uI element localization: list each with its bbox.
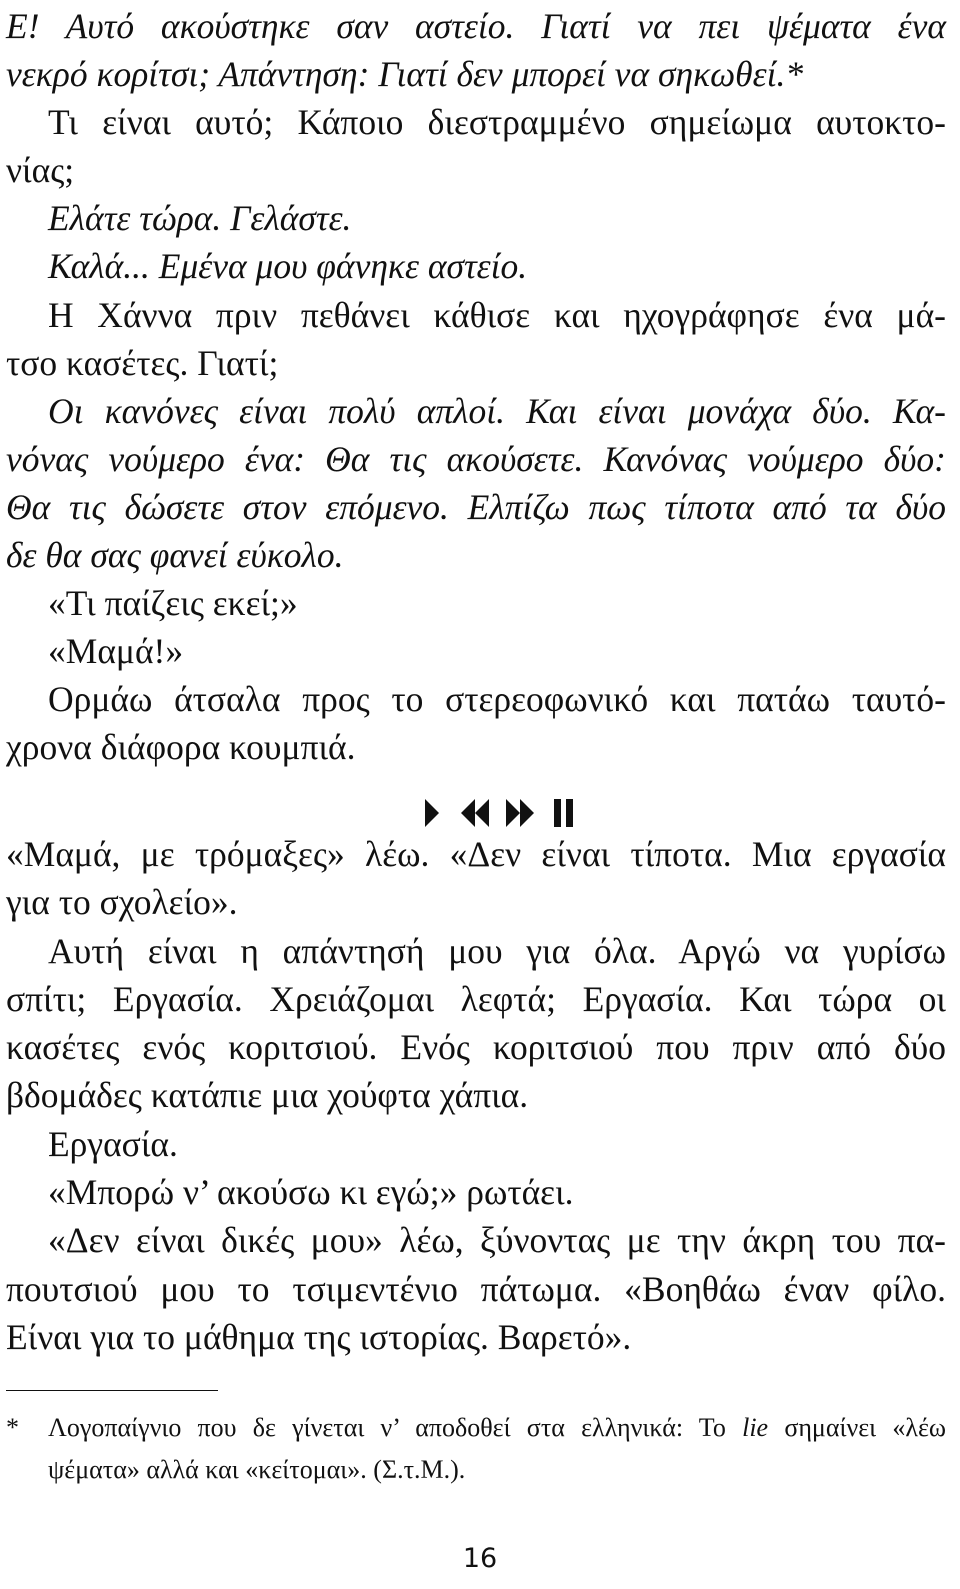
text-line: «Μαμά, με τρόμαξες» λέω. «Δεν είναι τίποτα. Μια εργασία	[6, 834, 946, 874]
text-line: Η Χάννα πριν πεθάνει κάθισε και ηχογράφησε ένα μά-	[48, 294, 946, 335]
text-line: νεκρό κορίτσι; Απάντηση: Γιατί δεν μπορεί να σηκωθεί.*	[6, 54, 804, 95]
text-line: Τι είναι αυτό; Κάποιο διεστραμμένο σημείωμα αυτοκτο-	[48, 102, 946, 143]
footnote-line: ψέματα» αλλά και «κείτομαι». (Σ.τ.Μ.).	[48, 1455, 466, 1484]
text-line: Ε! Αυτό ακούστηκε σαν αστείο. Γιατί να πει ψέματα ένα	[6, 6, 946, 46]
text-line: βδομάδες κατάπιε μια χούφτα χάπια.	[6, 1075, 529, 1116]
page-number: 16	[462, 1543, 498, 1574]
footnote-marker: *	[6, 1413, 19, 1442]
body-text-upper	[6, 2, 946, 772]
text-line: Θα τις δώσετε στον επόμενο. Ελπίζω πως τίποτα από τα δύο	[6, 486, 946, 527]
text-line: Οι κανόνες είναι πολύ απλοί. Και είναι μονάχα δύο. Κα-	[48, 390, 946, 431]
play-icon	[424, 798, 440, 828]
footnote-body	[48, 1407, 946, 1491]
text-line: τσο κασέτες. Γιατί;	[6, 342, 279, 383]
text-line: «Μαμά!»	[48, 631, 184, 672]
text-line: Είναι για το μάθημα της ιστορίας. Βαρετό».	[6, 1316, 632, 1357]
footnote-divider	[6, 1390, 218, 1391]
pause-icon	[553, 799, 575, 827]
text-line: Αυτή είναι η απάντησή μου για όλα. Αργώ να γυρίσω	[48, 930, 946, 971]
player-controls	[0, 796, 960, 832]
text-line: σπίτι; Εργασία. Χρειάζομαι λεφτά; Εργασία. Και τώρα οι	[6, 978, 946, 1019]
footnote-text: σημαίνει «λέω	[768, 1413, 946, 1442]
text-line: «Μπορώ ν’ ακούσω κι εγώ;» ρωτάει.	[48, 1172, 574, 1213]
footnote-term: lie	[742, 1413, 769, 1442]
text-line: «Τι παίζεις εκεί;»	[48, 583, 298, 624]
text-line: Καλά... Εμένα μου φάνηκε αστείο.	[48, 246, 528, 287]
text-line: κασέτες ενός κοριτσιού. Ενός κοριτσιού που πριν από δύο	[6, 1027, 946, 1068]
footnote-line	[48, 1407, 946, 1449]
text-line: Ελάτε τώρα. Γελάστε.	[48, 198, 352, 239]
text-line: για το σχολείο».	[6, 882, 238, 923]
text-line: νόνας νούμερο ένα: Θα τις ακούσετε. Κανόνας νούμερο δύο:	[6, 438, 946, 479]
text-line: νίας;	[6, 150, 75, 191]
text-line: πουτσιού μου το τσιμεντένιο πάτωμα. «Βοηθάω έναν φίλο.	[6, 1268, 946, 1309]
text-line: δε θα σας φανεί εύκολο.	[6, 535, 344, 576]
fast-forward-icon	[505, 798, 535, 828]
text-line: χρονα διάφορα κουμπιά.	[6, 727, 356, 768]
text-line: Εργασία.	[48, 1123, 178, 1164]
footnote-text: Λογοπαίγνιο που δε γίνεται ν’ αποδοθεί στα ελληνικά: Το	[48, 1413, 743, 1442]
text-line: Ορμάω άτσαλα προς το στερεοφωνικό και πατάω ταυτό-	[48, 679, 946, 720]
rewind-icon	[460, 798, 490, 828]
text-line: «Δεν είναι δικές μου» λέω, ξύνοντας με την άκρη του πα-	[48, 1220, 946, 1261]
body-text-lower	[6, 830, 946, 1361]
